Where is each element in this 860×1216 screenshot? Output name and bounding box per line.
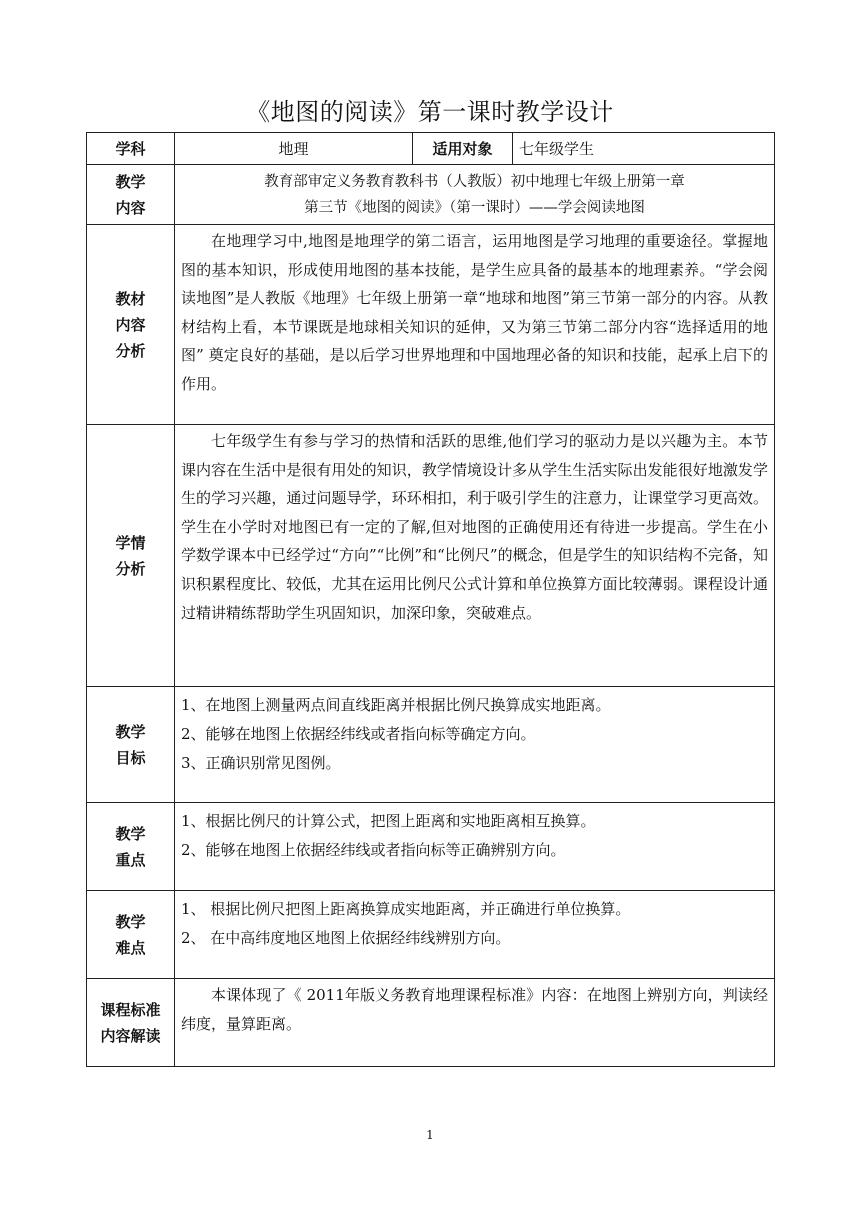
key-points-list (175, 803, 775, 891)
list-item: 1、 根据比例尺把图上距离换算成实地距离，并正确进行单位换算。 (181, 900, 631, 918)
content-text (175, 165, 775, 225)
material-label-line-3: 分析 (115, 341, 146, 360)
page-title: 《地图的阅读》第一课时教学设计 (246, 98, 614, 126)
key-points-label (87, 803, 175, 891)
difficulties-list (175, 891, 775, 979)
material-row (87, 225, 775, 425)
material-label-line-1: 教材 (115, 289, 146, 308)
standards-label-line-2: 内容解读 (100, 1026, 161, 1045)
target-label: 适用对象 (413, 133, 513, 165)
students-label-line-2: 分析 (115, 559, 146, 578)
content-label-line-1: 教学 (115, 172, 146, 191)
content-line-2: 第三节《地图的阅读》（第一课时）——学会阅读地图 (304, 199, 645, 216)
subject-label: 学科 (87, 133, 175, 165)
key-points-label-line-1: 教学 (115, 824, 146, 843)
content-label-line-2: 内容 (115, 198, 146, 217)
students-cell (175, 425, 775, 687)
list-item: 2、能够在地图上依据经纬线或者指向标等确定方向。 (181, 725, 536, 743)
page-number: 1 (426, 1128, 434, 1142)
goals-row (87, 687, 775, 803)
list-item: 1、在地图上测量两点间直线距离并根据比例尺换算成实地距离。 (181, 696, 611, 714)
difficulties-label-line-1: 教学 (115, 912, 146, 931)
lesson-plan-table (86, 132, 775, 1067)
goals-label-line-2: 目标 (115, 748, 146, 767)
list-item: 3、正确识别常见图例。 (181, 754, 341, 772)
material-analysis-text: 在地理学习中,地图是地理学的第二语言，运用地图是学习地理的重要途径。掌握地图的基本知识，形成使用地图的基本技能，是学生应具备的最基本的地理素养。“学会阅读地图”是人教版《地理》七年级上册第一章“地球和地图”第三节第一部分的内容。从教材结构上看，本节课既是地球相关知识的延伸，又为第三节第二部分内容“选择适用的地图” 奠定良好的基础，是以后学习世界地理和中国地理必备的知识和技能，起承上启下的作用。 (181, 232, 768, 393)
students-analysis-text: 七年级学生有参与学习的热情和活跃的思维,他们学习的驱动力是以兴趣为主。本节课内容在生活中是很有用处的知识，教学情境设计多从学生生活实际出发能很好地激发学生的学习兴趣，通过问题导学，环环相扣，利于吸引学生的注意力，让课堂学习更高效。学生在小学时对地图已有一定的了解,但对地图的正确使用还有待进一步提高。学生在小学数学课本中已经学过“方向”“比例”和“比例尺”的概念，但是学生的知识结构不完备，知识积累程度比、较低，尤其在运用比例尺公式计算和单位换算方面比较薄弱。课程设计通过精讲精练帮助学生巩固知识，加深印象，突破难点。 (181, 432, 768, 622)
standards-row (87, 979, 775, 1067)
standards-label-line-1: 课程标准 (100, 1000, 161, 1019)
material-cell (175, 225, 775, 425)
standards-label (87, 979, 175, 1067)
students-label-line-1: 学情 (115, 533, 146, 552)
students-row (87, 425, 775, 687)
standards-text: 本课体现了《 2011年版义务教育地理课程标准》内容：在地图上辨别方向，判读经纬度，量算距离。 (181, 986, 768, 1033)
list-item: 2、能够在地图上依据经纬线或者指向标等正确辨别方向。 (181, 841, 566, 859)
content-row (87, 165, 775, 225)
content-line-1: 教育部审定义务教育教科书（人教版）初中地理七年级上册第一章 (264, 173, 685, 190)
subject-row (87, 133, 775, 165)
material-label-line-2: 内容 (115, 315, 146, 334)
goals-label-line-1: 教学 (115, 722, 146, 741)
difficulties-label (87, 891, 175, 979)
subject-value: 地理 (175, 133, 413, 165)
material-label (87, 225, 175, 425)
goals-list (175, 687, 775, 803)
list-item: 2、 在中高纬度地区地图上依据经纬线辨别方向。 (181, 929, 511, 947)
goals-label (87, 687, 175, 803)
difficulties-label-line-2: 难点 (115, 938, 146, 957)
content-label (87, 165, 175, 225)
key-points-label-line-2: 重点 (115, 850, 146, 869)
target-value: 七年级学生 (513, 133, 775, 165)
difficulties-row (87, 891, 775, 979)
key-points-row (87, 803, 775, 891)
students-label (87, 425, 175, 687)
standards-cell (175, 979, 775, 1067)
list-item: 1、根据比例尺的计算公式，把图上距离和实地距离相互换算。 (181, 812, 596, 830)
